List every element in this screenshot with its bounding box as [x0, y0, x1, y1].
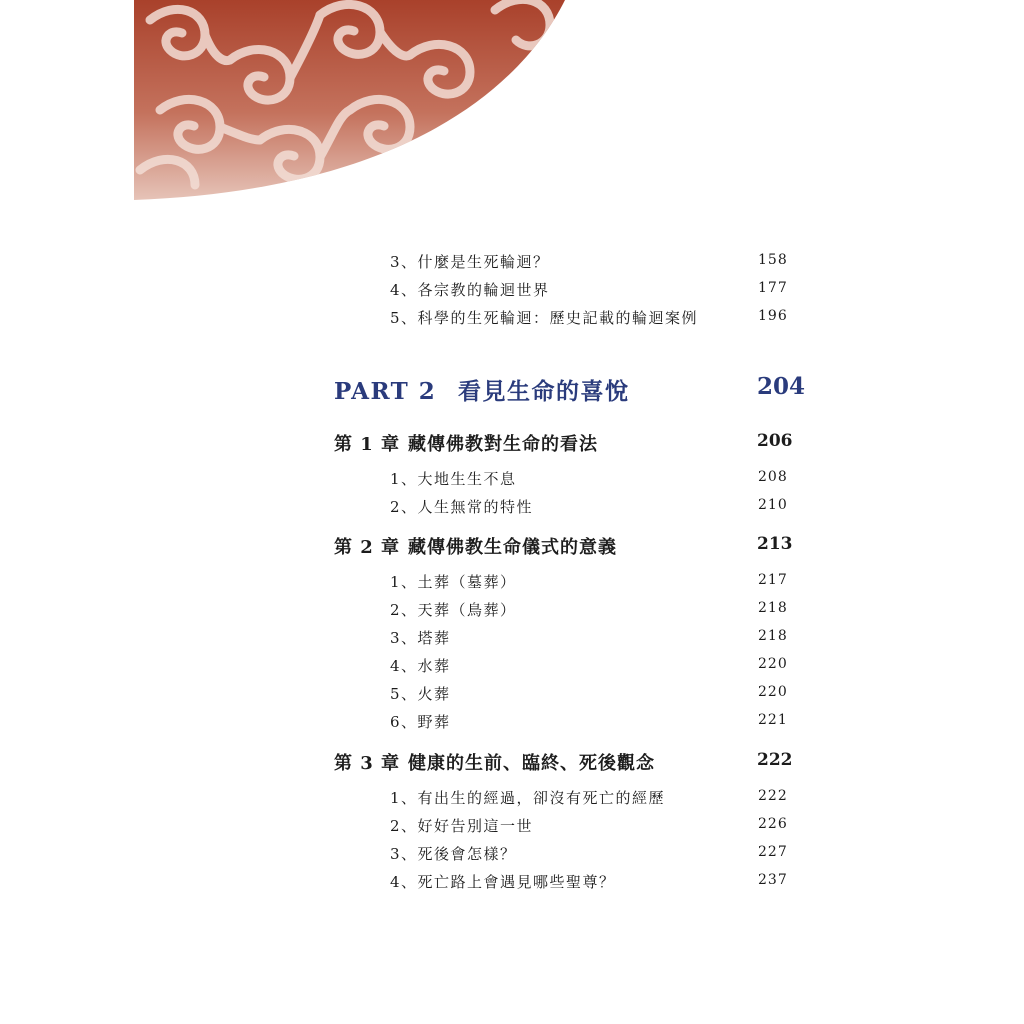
toc-entry-title: 5、科學的生死輪迴：歷史記載的輪迴案例 — [390, 309, 699, 327]
toc-entry-page: 226 — [758, 816, 788, 832]
chapter-number: 第 3 章 — [334, 753, 401, 774]
toc-entry-title: 2、人生無常的特性 — [390, 498, 534, 516]
toc-entry[interactable] — [0, 491, 1024, 519]
toc-entry[interactable] — [0, 463, 1024, 491]
chapter-name: 健康的生前、臨終、死後觀念 — [408, 753, 655, 774]
toc-entry-page: 158 — [758, 252, 788, 268]
toc-entry-title: 2、好好告別這一世 — [390, 817, 534, 835]
toc-entry[interactable] — [0, 622, 1024, 650]
toc-entry[interactable] — [0, 678, 1024, 706]
toc-entry[interactable] — [0, 706, 1024, 734]
toc-entry[interactable] — [0, 566, 1024, 594]
toc-entry-page: 222 — [758, 788, 788, 804]
chapter-title — [334, 749, 655, 775]
toc-entry[interactable] — [0, 782, 1024, 810]
chapter-name: 藏傳佛教對生命的看法 — [408, 434, 598, 455]
toc-entry-page: 177 — [758, 280, 788, 296]
toc-entry-title: 3、塔葬 — [390, 629, 451, 647]
chapter-page: 222 — [757, 750, 793, 770]
toc-entry-page: 218 — [758, 628, 788, 644]
toc-entry-title: 6、野葬 — [390, 713, 451, 731]
toc-entry-title: 5、火葬 — [390, 685, 451, 703]
toc-entry-page: 217 — [758, 572, 788, 588]
toc-entry-title: 1、土葬（墓葬） — [390, 573, 517, 591]
chapter-title — [334, 430, 598, 456]
toc-entry-page: 210 — [758, 497, 788, 513]
toc-entry[interactable] — [0, 866, 1024, 894]
toc-entry-page: 237 — [758, 872, 788, 888]
part-number: PART 2 — [334, 378, 437, 405]
chapter-page: 206 — [757, 431, 793, 451]
part-title — [334, 373, 630, 406]
part-page: 204 — [757, 373, 806, 400]
toc-part-heading[interactable] — [0, 373, 1024, 405]
toc-chapter-heading[interactable] — [0, 747, 1024, 775]
part-name: 看見生命的喜悅 — [458, 378, 630, 405]
toc-entry-page: 208 — [758, 469, 788, 485]
toc-entry-title: 4、各宗教的輪迴世界 — [390, 281, 550, 299]
chapter-number: 第 2 章 — [334, 537, 401, 558]
toc-entry-page: 220 — [758, 684, 788, 700]
toc-entry-title: 1、有出生的經過，卻沒有死亡的經歷 — [390, 789, 666, 807]
toc-entry[interactable] — [0, 810, 1024, 838]
toc-entry-title: 4、死亡路上會遇見哪些聖尊？ — [390, 873, 616, 891]
toc-entry-page: 218 — [758, 600, 788, 616]
chapter-page: 213 — [757, 534, 793, 554]
toc-entry[interactable] — [0, 650, 1024, 678]
toc-entry-title: 3、什麼是生死輪迴？ — [390, 253, 550, 271]
chapter-title — [334, 533, 617, 559]
toc-entry[interactable] — [0, 246, 1024, 274]
chapter-name: 藏傳佛教生命儀式的意義 — [408, 537, 617, 558]
toc-entry[interactable] — [0, 274, 1024, 302]
toc-entry-title: 2、天葬（鳥葬） — [390, 601, 517, 619]
toc-entry[interactable] — [0, 838, 1024, 866]
toc-entry[interactable] — [0, 302, 1024, 330]
toc-entry-page: 196 — [758, 308, 788, 324]
chapter-number: 第 1 章 — [334, 434, 401, 455]
toc-entry-page: 220 — [758, 656, 788, 672]
toc-chapter-heading[interactable] — [0, 428, 1024, 456]
toc-entry-page: 227 — [758, 844, 788, 860]
toc-entry[interactable] — [0, 594, 1024, 622]
toc-chapter-heading[interactable] — [0, 531, 1024, 559]
toc-entry-title: 1、大地生生不息 — [390, 470, 517, 488]
toc-entry-page: 221 — [758, 712, 788, 728]
toc-entry-title: 3、死後會怎樣？ — [390, 845, 517, 863]
toc-entry-title: 4、水葬 — [390, 657, 451, 675]
